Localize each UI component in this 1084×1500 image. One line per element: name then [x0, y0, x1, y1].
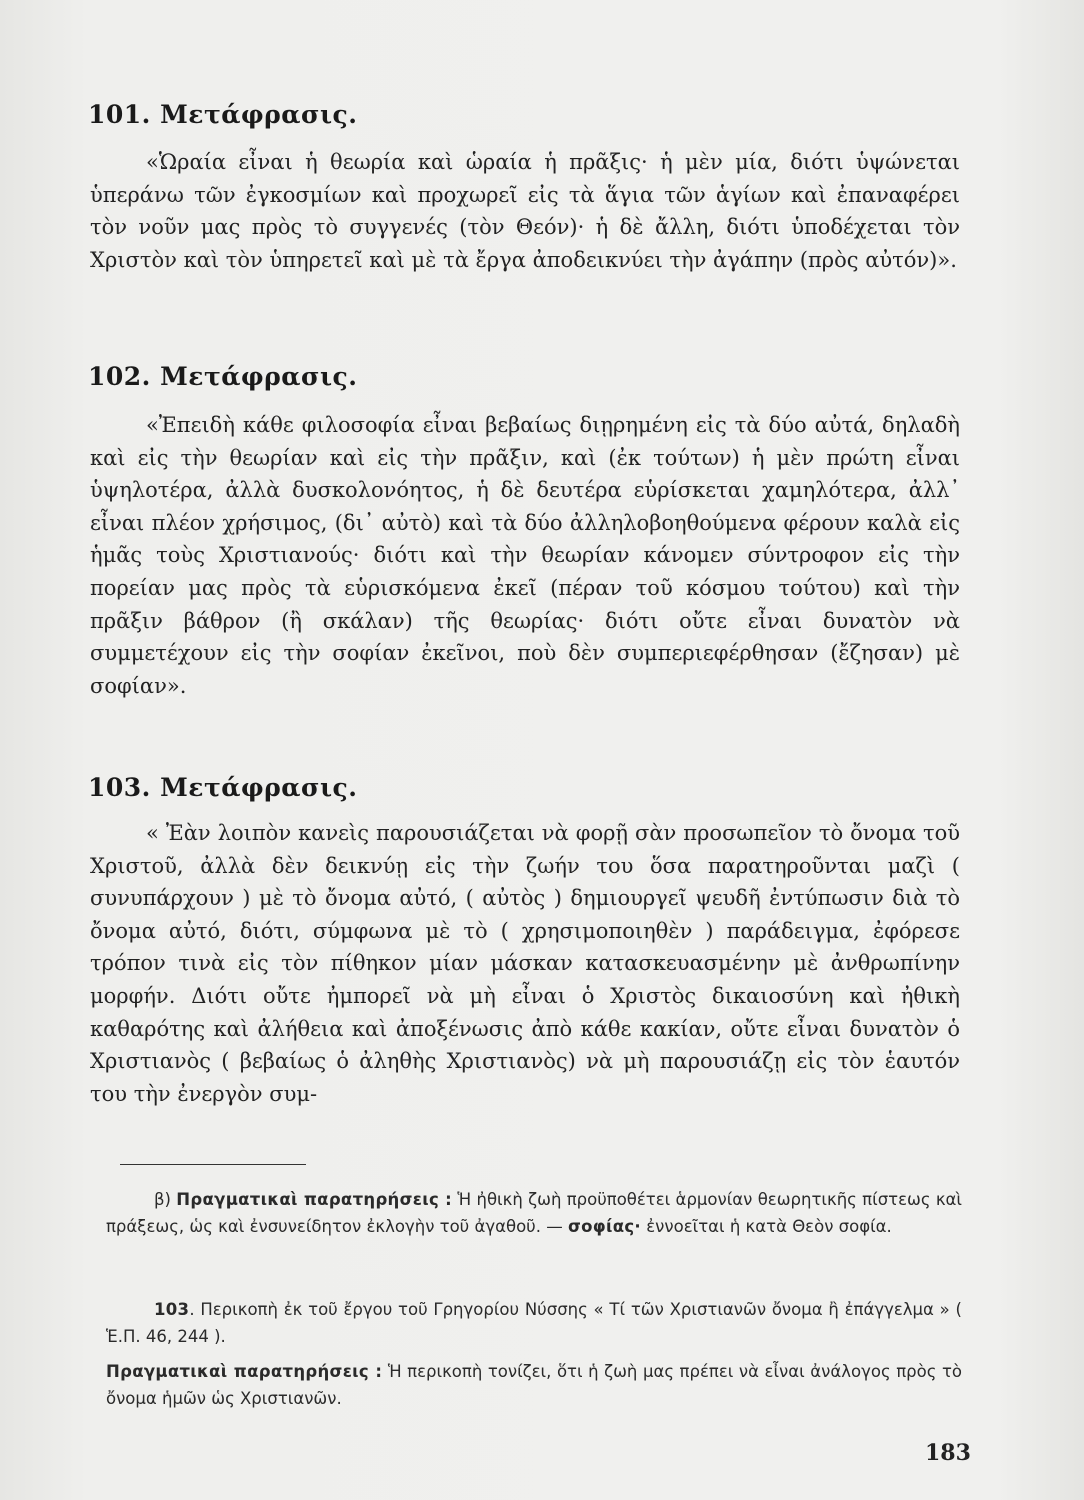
footnote-b-label: Πραγματικαὶ παρατηρήσεις :: [176, 1190, 453, 1209]
footnote-103: [106, 1296, 962, 1350]
page-number: 183: [925, 1440, 971, 1466]
footnote-b-text-2: ἐννοεῖται ἡ κατὰ Θεὸν σοφία.: [646, 1217, 892, 1236]
footnote-b-text: Ἡ ἠθικὴ ζωὴ προϋποθέτει ἁρμονίαν θεωρητικῆς πίστεως καὶ πράξεως, ὡς καὶ ἐνσυνείδητον ἐκλογὴν τοῦ ἀγαθοῦ. —: [106, 1190, 963, 1236]
footnote-103-remarks: [106, 1358, 962, 1412]
footnote-block-2: [106, 1296, 962, 1350]
footnote-divider: [120, 1164, 306, 1165]
paragraph-102: «Ἐπειδὴ κάθε φιλοσοφία εἶναι βεβαίως διῃρημένη εἰς τὰ δύο αὐτά, δηλαδὴ καὶ εἰς τὴν θεωρίαν καὶ εἰς τὴν πρᾶξιν, καὶ (ἐκ τούτων) ἡ μὲν πρώτη εἶναι ὑψηλοτέρα, ἀλλὰ δυσκολονόητος, ἡ δὲ δευτέρα εὑρίσκεται χαμηλότερα, ἀλλ᾽ εἶναι πλέον χρήσιμος, (δι᾽ αὐτὸ) καὶ τὰ δύο ἀλληλοβοηθούμενα φέρουν καλὰ εἰς ἡμᾶς τοὺς Χριστιανούς· διότι καὶ τὴν θεωρίαν κάνομεν σύντροφον εἰς τὴν πορείαν μας πρὸς τὰ εὑρισκόμενα ἐκεῖ (πέραν τοῦ κόσμου τούτου) καὶ τὴν πρᾶξιν βάθρον (ἢ σκάλαν) τῆς θεωρίας· διότι οὔτε εἶναι δυνατὸν νὰ συμμετέχουν εἰς τὴν σοφίαν ἐκεῖνοι, ποὺ δὲν συμπεριεφέρθησαν (ἔζησαν) μὲ σοφίαν».: [90, 413, 960, 698]
footnote-103-number: 103: [154, 1300, 190, 1319]
paragraph-103: « Ἐὰν λοιπὸν κανεὶς παρουσιάζεται νὰ φορῇ σὰν προσωπεῖον τὸ ὄνομα τοῦ Χριστοῦ, ἀλλὰ δὲν δεικνύῃ εἰς τὴν ζωήν του ὅσα παρατηροῦνται μαζὶ ( συνυπάρχουν ) μὲ τὸ ὄνομα αὐτό, ( αὐτὸς ) δημιουργεῖ ψευδῆ ἐντύπωσιν διὰ τὸ ὄνομα αὐτό, διότι, σύμφωνα μὲ τὸ ( χρησιμοποιηθὲν ) παράδειγμα, ἐφόρεσε τρόπον τινὰ εἰς τὸν πίθηκον μίαν μάσκαν κατασκευασμένην μὲ ἀνθρωπίνην μορφήν. Διότι οὔτε ἠμπορεῖ νὰ μὴ εἶναι ὁ Χριστὸς δικαιοσύνη καὶ ἠθικὴ καθαρότης καὶ ἀλήθεια καὶ ἀποξένωσις ἀπὸ κάθε κακίαν, οὔτε εἶναι δυνατὸν ὁ Χριστιανὸς ( βεβαίως ὁ ἀληθὴς Χριστιανὸς) νὰ μὴ παρουσιάζῃ εἰς τὸν ἑαυτόν του τὴν ἐνεργὸν συμ-: [90, 821, 960, 1106]
heading-103: 103. Μετάφρασις.: [88, 773, 358, 802]
heading-101: 101. Μετάφρασις.: [88, 100, 358, 129]
footnote-b-prefix: β): [154, 1190, 171, 1209]
heading-102: 102. Μετάφρασις.: [88, 362, 358, 391]
paragraph-101: «Ὡραία εἶναι ἡ θεωρία καὶ ὡραία ἡ πρᾶξις· ἡ μὲν μία, διότι ὑψώνεται ὑπεράνω τῶν ἐγκοσμίων καὶ προχωρεῖ εἰς τὰ ἅγια τῶν ἁγίων καὶ ἐπαναφέρει τὸν νοῦν μας πρὸς τὸ συγγενές (τὸν Θεόν)· ἡ δὲ ἄλλη, διότι ὑποδέχεται τὸν Χριστὸν καὶ τὸν ὑπηρετεῖ καὶ μὲ τὰ ἔργα ἀποδεικνύει τὴν ἀγάπην (πρὸς αὐτόν)».: [90, 150, 960, 272]
footnote-103-text: . Περικοπὴ ἐκ τοῦ ἔργου τοῦ Γρηγορίου Νύσσης « Τί τῶν Χριστιανῶν ὄνομα ἢ ἐπάγγελμα » ( Ἑ.Π. 46, 244 ).: [106, 1300, 962, 1346]
footnote-block-3: [106, 1358, 962, 1412]
footnote-103-remarks-label: Πραγματικαὶ παρατηρήσεις :: [106, 1362, 383, 1381]
footnote-b: [106, 1186, 962, 1240]
footnote-block-1: [106, 1186, 962, 1240]
footnote-103-remarks-text: Ἡ περικοπὴ τονίζει, ὅτι ἡ ζωὴ μας πρέπει νὰ εἶναι ἀνάλογος πρὸς τὸ ὄνομα ἡμῶν ὡς Χριστιανῶν.: [106, 1362, 962, 1408]
footnote-b-term: σοφίας·: [567, 1217, 641, 1236]
